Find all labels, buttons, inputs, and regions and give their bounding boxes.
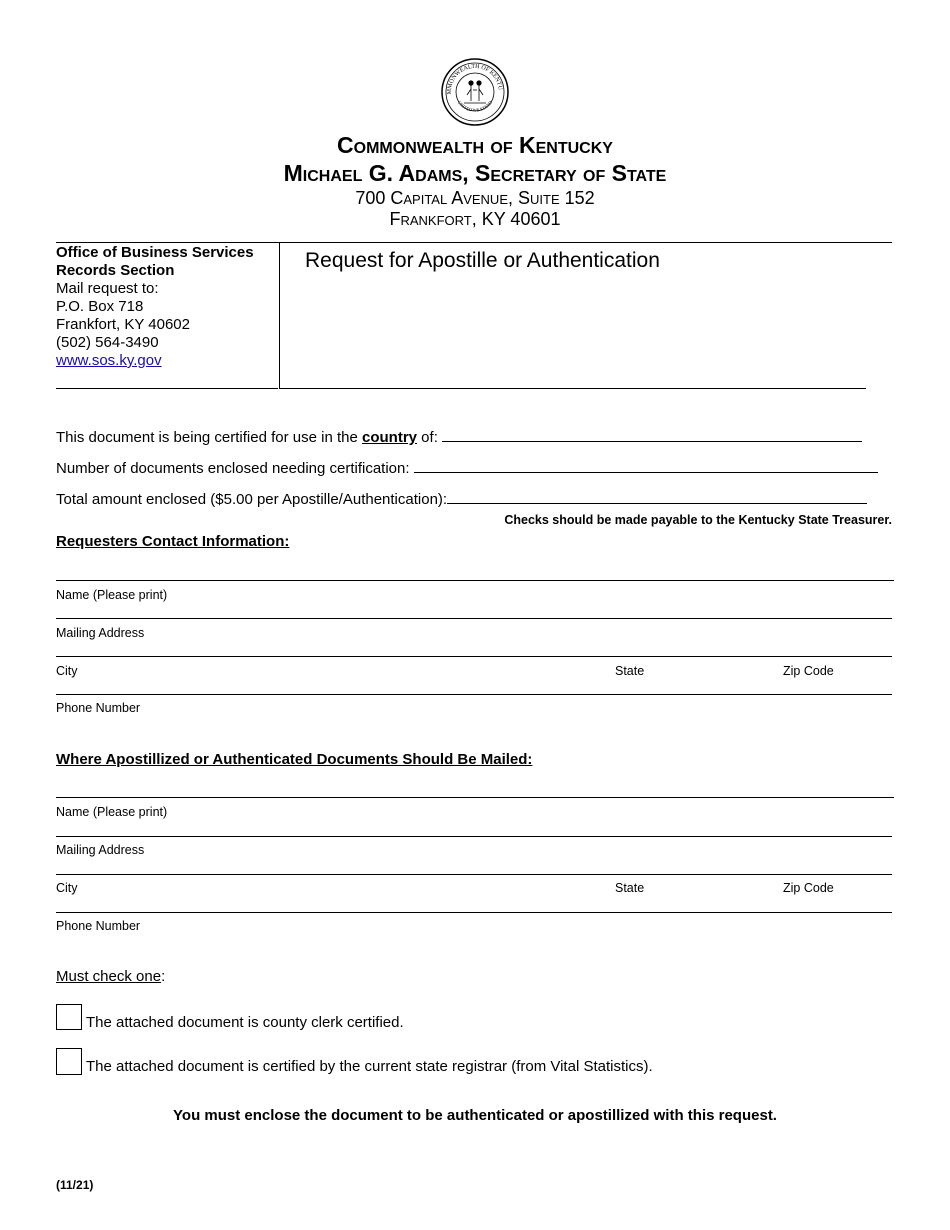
mailto-heading: Where Apostillized or Authenticated Documents Should Be Mailed: xyxy=(56,751,533,768)
county-clerk-option: The attached document is county clerk certified. xyxy=(86,1014,404,1031)
mailto-zip-label: Zip Code xyxy=(783,881,834,895)
website-link[interactable]: www.sos.ky.gov xyxy=(56,352,162,369)
seal-text-top: MMONWEALTH OF KENTU xyxy=(446,63,503,95)
title-bottom-rule xyxy=(280,388,866,389)
mailto-phone-input[interactable] xyxy=(56,912,892,913)
county-clerk-checkbox[interactable] xyxy=(56,1004,82,1030)
revision-date: (11/21) xyxy=(56,1178,94,1192)
requester-city-input[interactable] xyxy=(56,656,892,657)
must-check-label: Must check one xyxy=(56,968,162,985)
office-city: Frankfort, KY 40602 xyxy=(56,316,190,333)
mailto-address-input[interactable] xyxy=(56,836,892,837)
mailto-state-label: State xyxy=(615,881,645,895)
mailto-name-input[interactable] xyxy=(56,797,894,798)
amount-input[interactable] xyxy=(447,489,867,504)
svg-text:UNITED WE STAND xyxy=(457,99,494,112)
office-divider xyxy=(279,243,280,389)
county-clerk-checkbox-line xyxy=(56,1029,82,1030)
state-registrar-checkbox-line xyxy=(56,1074,82,1075)
number-input[interactable] xyxy=(414,458,878,473)
number-label: Number of documents enclosed needing certification: xyxy=(56,460,410,477)
mail-label: Mail request to: xyxy=(56,280,159,297)
header-commonwealth: Commonwealth of Kentucky xyxy=(337,132,613,158)
requester-phone-input[interactable] xyxy=(56,694,892,695)
requester-address-input[interactable] xyxy=(56,618,892,619)
requester-heading: Requesters Contact Information: xyxy=(56,533,290,550)
state-registrar-option: The attached document is certified by the current state registrar (from Vital Statistics). xyxy=(86,1058,653,1075)
requester-name-input[interactable] xyxy=(56,580,894,581)
country-input[interactable] xyxy=(442,427,862,442)
header-city: Frankfort, KY 40601 xyxy=(389,209,561,229)
amount-field-row xyxy=(56,489,867,509)
country-label-suffix: of: xyxy=(417,429,438,446)
checks-note: Checks should be made payable to the Kentucky State Treasurer. xyxy=(504,513,892,527)
po-box: P.O. Box 718 xyxy=(56,298,144,315)
office-name: Office of Business Services xyxy=(56,244,254,261)
mailto-phone-label: Phone Number xyxy=(56,919,141,933)
country-field-row xyxy=(56,427,862,447)
enclose-notice: You must enclose the document to be authenticated or apostillized with this request. xyxy=(173,1107,777,1124)
seal-text-bottom: UNITED WE STAND xyxy=(456,99,494,113)
header-address: 700 Capital Avenue, Suite 152 xyxy=(355,188,595,208)
office-bottom-rule xyxy=(56,388,278,389)
must-check-heading xyxy=(56,968,165,986)
number-field-row xyxy=(56,458,878,478)
requester-zip-label: Zip Code xyxy=(783,664,834,678)
state-registrar-checkbox[interactable] xyxy=(56,1048,82,1074)
requester-state-label: State xyxy=(615,664,645,678)
mailto-name-label: Name (Please print) xyxy=(56,805,168,819)
office-section: Records Section xyxy=(56,262,175,279)
country-label-word: country xyxy=(362,429,418,446)
mailto-address-label: Mailing Address xyxy=(56,843,145,857)
header-secretary: Michael G. Adams, Secretary of State xyxy=(283,160,667,186)
office-phone: (502) 564-3490 xyxy=(56,334,159,351)
state-seal-icon xyxy=(440,57,510,127)
state-seal xyxy=(440,57,510,127)
office-info xyxy=(56,244,278,370)
requester-address-label: Mailing Address xyxy=(56,626,145,640)
country-label-prefix: This document is being certified for use in the xyxy=(56,429,362,446)
amount-label: Total amount enclosed ($5.00 per Apostille/Authentication): xyxy=(56,491,448,508)
must-check-colon: : xyxy=(161,968,166,985)
requester-phone-label: Phone Number xyxy=(56,701,141,715)
mailto-city-input[interactable] xyxy=(56,874,892,875)
form-title: Request for Apostille or Authentication xyxy=(305,249,660,272)
requester-city-label: City xyxy=(56,664,78,678)
header-divider xyxy=(56,242,892,243)
mailto-city-label: City xyxy=(56,881,78,895)
requester-name-label: Name (Please print) xyxy=(56,588,168,602)
